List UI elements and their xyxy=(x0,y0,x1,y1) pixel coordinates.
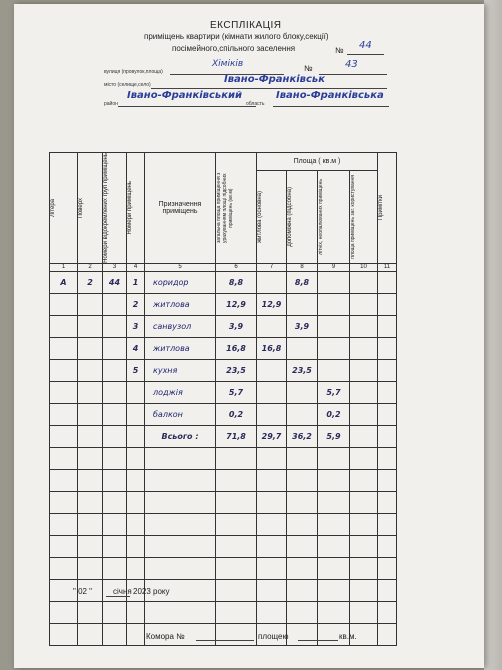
total-label: Всього : xyxy=(145,425,216,447)
apartment-number-label: № xyxy=(335,46,344,55)
cell-floor: 2 xyxy=(78,271,103,293)
table-row xyxy=(50,403,397,425)
cell-floor xyxy=(78,403,103,425)
storage-area-label: площею xyxy=(258,632,289,641)
cell-name: лоджія xyxy=(145,381,216,403)
column-number-row: 1 2 3 4 5 6 7 8 9 10 11 xyxy=(50,263,397,271)
cell-total: 8,8 xyxy=(216,271,257,293)
cell-summer: 0,2 xyxy=(318,403,350,425)
col-header-group-numbers: Номери відокремлених груп приміщень xyxy=(103,153,127,264)
page-edge xyxy=(484,0,502,670)
document-subtitle: приміщень квартири (кімнати жилого блоку,секції) xyxy=(144,32,329,41)
cell-floor xyxy=(78,359,103,381)
table-row xyxy=(50,271,397,293)
cell-num: 3 xyxy=(127,315,145,337)
cell-summer: 5,7 xyxy=(318,381,350,403)
street-value: Хіміків xyxy=(212,59,244,69)
cell-name: санвузол xyxy=(145,315,216,337)
cell-litera xyxy=(50,381,78,403)
cell-floor xyxy=(78,337,103,359)
cell-group xyxy=(103,381,127,403)
empty-row xyxy=(50,557,397,579)
table-row xyxy=(50,359,397,381)
city-value: Івано-Франківськ xyxy=(224,74,326,85)
cell-floor xyxy=(78,315,103,337)
table-row xyxy=(50,381,397,403)
cell-litera xyxy=(50,315,78,337)
empty-row xyxy=(50,491,397,513)
apartment-number: 44 xyxy=(359,40,372,51)
cell-aux: 8,8 xyxy=(287,271,318,293)
district-label: район xyxy=(104,101,118,107)
date-year: 2023 року xyxy=(133,587,170,596)
empty-row xyxy=(50,601,397,623)
empty-row xyxy=(50,535,397,557)
cell-total: 12,9 xyxy=(216,293,257,315)
cell-aux xyxy=(287,337,318,359)
cell-aux: 3,9 xyxy=(287,315,318,337)
cell-summer xyxy=(318,359,350,381)
total-row xyxy=(50,425,397,447)
cell-litera xyxy=(50,293,78,315)
cell-name: коридор xyxy=(145,271,216,293)
cell-summer xyxy=(318,315,350,337)
cell-summer xyxy=(318,337,350,359)
cell-summer xyxy=(318,271,350,293)
house-number: 43 xyxy=(345,59,358,70)
cell-living: 16,8 xyxy=(257,337,287,359)
total-auxiliary: 36,2 xyxy=(287,425,318,447)
cell-group xyxy=(103,337,127,359)
col-header-auxiliary: допоміжна (підсобна) xyxy=(287,170,318,263)
cell-litera xyxy=(50,337,78,359)
empty-row xyxy=(50,447,397,469)
region-label: область xyxy=(246,101,265,107)
col-header-common: площа приміщень заг. користування xyxy=(350,170,378,263)
cell-num xyxy=(127,403,145,425)
cell-num xyxy=(127,381,145,403)
col-header-floor: Поверх xyxy=(78,153,103,264)
cell-total: 5,7 xyxy=(216,381,257,403)
cell-living xyxy=(257,315,287,337)
total-area: 71,8 xyxy=(216,425,257,447)
total-summer: 5,9 xyxy=(318,425,350,447)
col-header-room-numbers: Номери приміщень xyxy=(127,153,145,264)
cell-litera xyxy=(50,403,78,425)
col-header-area-group: Площа ( кв.м ) xyxy=(257,153,378,171)
cell-group xyxy=(103,315,127,337)
cell-living xyxy=(257,381,287,403)
cell-num: 1 xyxy=(127,271,145,293)
cell-num: 2 xyxy=(127,293,145,315)
cell-total: 0,2 xyxy=(216,403,257,425)
district-value: Івано-Франківський xyxy=(127,90,243,101)
col-header-litera: Літера xyxy=(50,153,78,264)
cell-aux xyxy=(287,403,318,425)
cell-num: 5 xyxy=(127,359,145,381)
cell-aux xyxy=(287,293,318,315)
table-row xyxy=(50,315,397,337)
cell-group xyxy=(103,359,127,381)
street-label: вулиця (провулок,площа) xyxy=(104,69,163,75)
cell-group xyxy=(103,403,127,425)
cell-living: 12,9 xyxy=(257,293,287,315)
cell-living xyxy=(257,271,287,293)
cell-group xyxy=(103,293,127,315)
cell-total: 3,9 xyxy=(216,315,257,337)
table-row xyxy=(50,293,397,315)
col-header-living: житлова (основна) xyxy=(257,170,287,263)
empty-row xyxy=(50,469,397,491)
cell-name: кухня xyxy=(145,359,216,381)
cell-aux xyxy=(287,381,318,403)
cell-total: 23,5 xyxy=(216,359,257,381)
cell-living xyxy=(257,359,287,381)
city-label: місто (селище,село) xyxy=(104,82,151,88)
document-subtitle-2: посімейного,спільного заселення xyxy=(172,44,296,53)
explication-table xyxy=(49,152,397,646)
region-value: Івано-Франківська xyxy=(276,90,384,101)
date-day: " 02 " xyxy=(73,587,93,596)
cell-name: житлова xyxy=(145,337,216,359)
cell-num: 4 xyxy=(127,337,145,359)
cell-aux: 23,5 xyxy=(287,359,318,381)
col-header-purpose: Призначення приміщень xyxy=(145,153,216,264)
col-header-total-area: загальна площа приміщення з урахуванням площі підсобних приміщень (кв.м) xyxy=(216,153,257,264)
unit-label: кв.м. xyxy=(339,632,357,641)
cell-group: 44 xyxy=(103,271,127,293)
col-header-summer: літніх, неопалюваних приміщень xyxy=(318,170,350,263)
cell-floor xyxy=(78,293,103,315)
cell-name: балкон xyxy=(145,403,216,425)
storage-label: Комора № xyxy=(146,632,185,641)
date-month: січня xyxy=(113,587,132,596)
col-header-notes: Примітки xyxy=(378,153,397,264)
house-number-label: № xyxy=(304,64,313,73)
cell-litera: А xyxy=(50,271,78,293)
cell-summer xyxy=(318,293,350,315)
cell-name: житлова xyxy=(145,293,216,315)
cell-living xyxy=(257,403,287,425)
cell-floor xyxy=(78,381,103,403)
table-row xyxy=(50,337,397,359)
cell-total: 16,8 xyxy=(216,337,257,359)
document-title: ЕКСПЛІКАЦІЯ xyxy=(210,20,282,31)
total-living: 29,7 xyxy=(257,425,287,447)
cell-litera xyxy=(50,359,78,381)
empty-row xyxy=(50,513,397,535)
empty-row xyxy=(50,579,397,601)
